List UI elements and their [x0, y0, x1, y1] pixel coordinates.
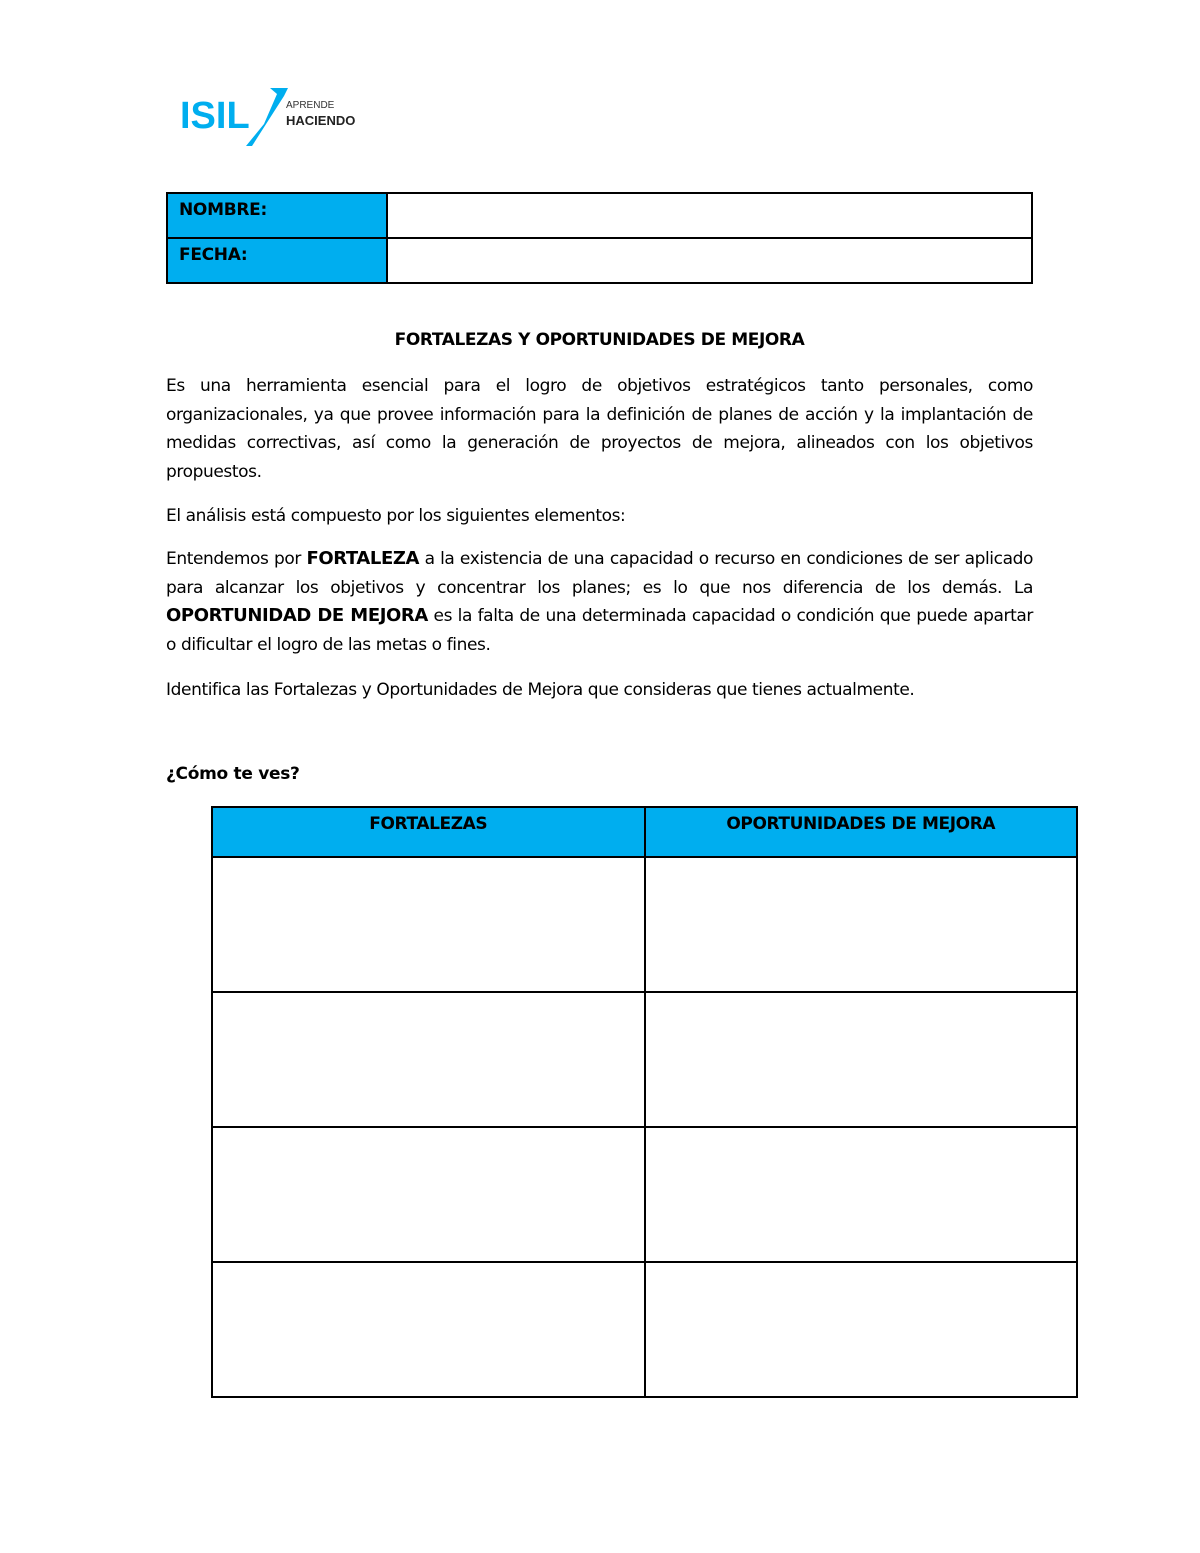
isil-logo [180, 84, 355, 146]
oportunidad-term: OPORTUNIDAD DE MEJORA [166, 605, 428, 627]
oportunidades-header: OPORTUNIDADES DE MEJORA [645, 807, 1078, 857]
fortaleza-cell[interactable] [212, 1127, 645, 1262]
def-text-1: Entendemos por [166, 549, 307, 569]
question-heading: ¿Cómo te ves? [166, 764, 300, 784]
elements-paragraph: El análisis está compuesto por los siguientes elementos: [166, 506, 626, 526]
fo-row [212, 1262, 1077, 1397]
def-text-3: es la falta de una determinada capacidad o condición que puede apartar o dificultar el logro de las metas o fines. [166, 606, 1033, 655]
fortalezas-header: FORTALEZAS [212, 807, 645, 857]
date-field[interactable] [387, 238, 1032, 283]
def-text-2: a la existencia de una capacidad o recurso en condiciones de ser aplicado para alcanzar los objetivos y concentrar los planes; es lo que nos diferencia de los demás. La [166, 549, 1033, 598]
logo-tagline-1: APRENDE [286, 100, 335, 111]
fortaleza-cell[interactable] [212, 992, 645, 1127]
fo-row [212, 857, 1077, 992]
fo-header-row [212, 807, 1077, 857]
fortaleza-term: FORTALEZA [306, 548, 420, 569]
logo-brand-text: ISIL [180, 95, 250, 137]
oportunidad-cell[interactable] [645, 1262, 1078, 1397]
fortalezas-oportunidades-table [211, 806, 1078, 1398]
fortaleza-cell[interactable] [212, 857, 645, 992]
fo-row [212, 992, 1077, 1127]
info-row-date [167, 238, 1032, 283]
fo-row [212, 1127, 1077, 1262]
fortaleza-cell[interactable] [212, 1262, 645, 1397]
date-label: FECHA: [167, 238, 387, 283]
student-info-table [166, 192, 1033, 284]
logo-slash-icon [246, 88, 288, 146]
intro-paragraph: Es una herramienta esencial para el logro de objetivos estratégicos tanto personales, como organizacionales, ya que provee información para la definición de planes de acción y la implantación de medidas correctivas, así como la generación de proyectos de mejora, alineados con los objetivos propuestos. [166, 376, 1033, 482]
isil-logo-graphic [180, 84, 355, 146]
oportunidad-cell[interactable] [645, 992, 1078, 1127]
info-row-name [167, 193, 1032, 238]
oportunidad-cell[interactable] [645, 857, 1078, 992]
document-title: FORTALEZAS Y OPORTUNIDADES DE MEJORA [394, 330, 805, 350]
instruction-paragraph: Identifica las Fortalezas y Oportunidades de Mejora que consideras que tienes actualmente. [166, 680, 915, 700]
logo-tagline-2: HACIENDO [286, 113, 355, 128]
definitions-paragraph [166, 545, 1033, 659]
name-field[interactable] [387, 193, 1032, 238]
oportunidad-cell[interactable] [645, 1127, 1078, 1262]
name-label: NOMBRE: [167, 193, 387, 238]
